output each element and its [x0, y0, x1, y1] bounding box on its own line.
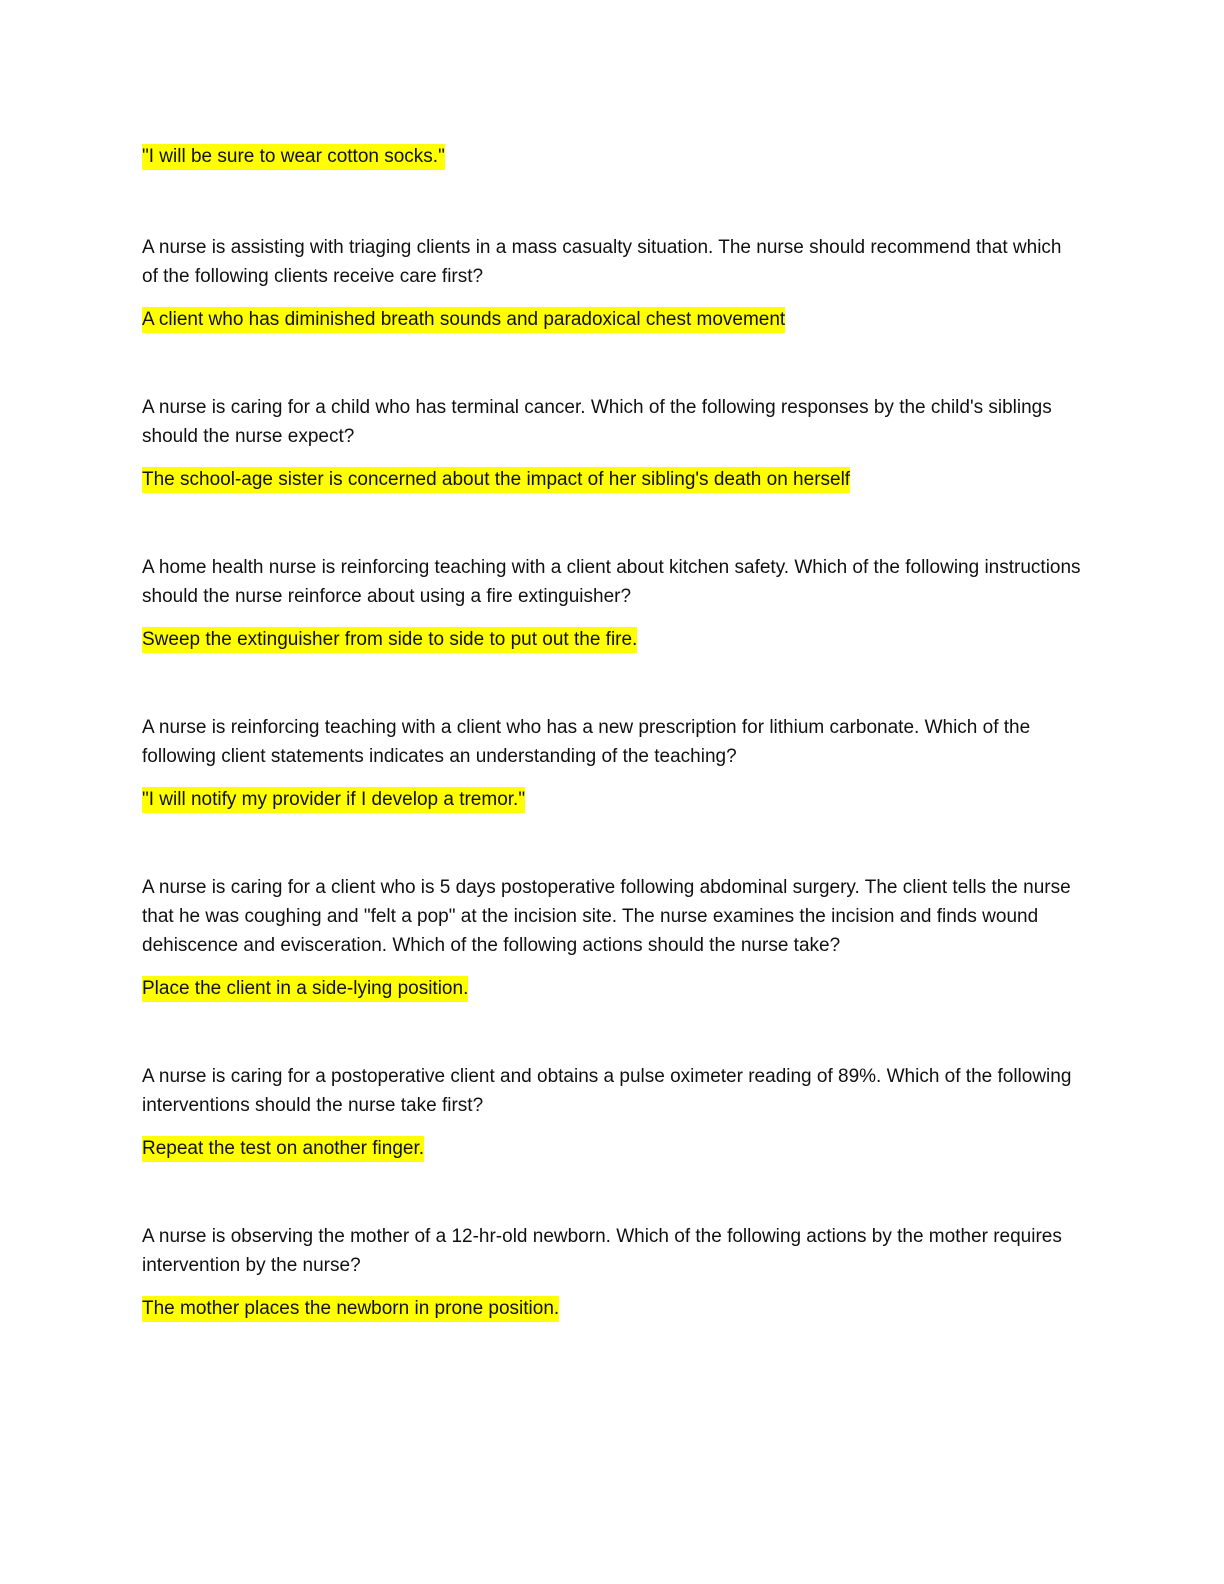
question-text: A nurse is caring for a client who is 5 days postoperative following abdominal surgery. The client tells the nurse that he was coughing and "felt a pop" at the incision site. The nurse examines the incision and finds wound dehiscence and evisceration. Which of the following actions should the nurse take?	[142, 877, 1071, 956]
question-block	[142, 233, 1082, 334]
answer-highlight	[142, 625, 1082, 654]
highlighted-answer-text: A client who has diminished breath sounds and paradoxical chest movement	[142, 307, 785, 333]
question-block	[142, 553, 1082, 654]
highlighted-answer-text: Sweep the extinguisher from side to side to put out the fire.	[142, 627, 637, 653]
highlighted-answer-text: "I will notify my provider if I develop a tremor."	[142, 787, 525, 813]
question-text: A home health nurse is reinforcing teaching with a client about kitchen safety. Which of the following instructions should the nurse reinforce about using a fire extinguisher?	[142, 557, 1081, 607]
question-text: A nurse is assisting with triaging clients in a mass casualty situation. The nurse should recommend that which of the following clients receive care first?	[142, 237, 1062, 287]
question-block	[142, 1222, 1082, 1323]
question-text: A nurse is reinforcing teaching with a client who has a new prescription for lithium carbonate. Which of the following client statements indicates an understanding of the teaching?	[142, 717, 1031, 767]
answer-highlight	[142, 465, 1082, 494]
answer-highlight	[142, 785, 1082, 814]
answer-highlight	[142, 974, 1082, 1003]
question-block	[142, 713, 1082, 814]
highlighted-answer-text: The school-age sister is concerned about the impact of her sibling's death on herself	[142, 467, 850, 493]
answer-highlight	[142, 305, 1082, 334]
highlighted-answer-text: Repeat the test on another finger.	[142, 1136, 424, 1162]
question-text: A nurse is caring for a child who has terminal cancer. Which of the following responses by the child's siblings should the nurse expect?	[142, 397, 1052, 447]
question-text: A nurse is observing the mother of a 12-hr-old newborn. Which of the following actions by the mother requires intervention by the nurse?	[142, 1226, 1062, 1276]
answer-highlight	[142, 142, 1082, 171]
document-content	[142, 142, 1082, 1323]
highlighted-answer-text: Place the client in a side-lying position.	[142, 976, 468, 1002]
answer-highlight	[142, 1134, 1082, 1163]
answer-highlight	[142, 1294, 1082, 1323]
question-block	[142, 1062, 1082, 1163]
question-block	[142, 873, 1082, 1003]
question-block	[142, 393, 1082, 494]
highlighted-answer-text: "I will be sure to wear cotton socks."	[142, 144, 445, 170]
question-text: A nurse is caring for a postoperative client and obtains a pulse oximeter reading of 89%. Which of the following interventions should the nurse take first?	[142, 1066, 1072, 1116]
highlighted-answer-text: The mother places the newborn in prone position.	[142, 1296, 559, 1322]
